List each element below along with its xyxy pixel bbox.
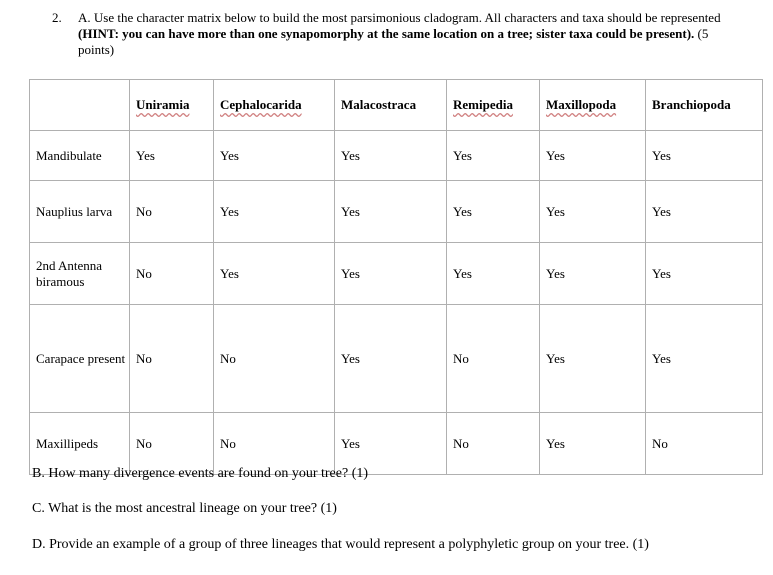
table-row: [30, 181, 763, 243]
question-c: C. What is the most ancestral lineage on your tree? (1): [32, 501, 337, 516]
matrix-cell: Yes: [540, 181, 646, 243]
taxon-header: Cephalocarida: [214, 80, 335, 131]
matrix-cell: No: [214, 305, 335, 413]
character-label: Nauplius larva: [30, 181, 130, 243]
matrix-cell: Yes: [447, 181, 540, 243]
table-row: [30, 243, 763, 305]
matrix-cell: Yes: [646, 181, 763, 243]
matrix-cell: Yes: [214, 131, 335, 181]
matrix-cell: Yes: [447, 243, 540, 305]
table-row: [30, 131, 763, 181]
matrix-cell: Yes: [335, 181, 447, 243]
part-a-intro: A. Use the character matrix below to build the most parsimonious cladogram. All characters and taxa should be represented: [78, 10, 721, 25]
matrix-cell: No: [214, 413, 335, 475]
character-label: Carapace present: [30, 305, 130, 413]
matrix-cell: No: [130, 413, 214, 475]
matrix-cell: Yes: [335, 243, 447, 305]
question-d: D. Provide an example of a group of three lineages that would represent a polyphyletic group on your tree. (1): [32, 537, 649, 552]
matrix-cell: Yes: [646, 131, 763, 181]
taxon-header: Uniramia: [130, 80, 214, 131]
part-a-points: (5 points): [78, 26, 709, 57]
matrix-cell: No: [130, 305, 214, 413]
character-label: 2nd Antenna biramous: [30, 243, 130, 305]
question-number: 2.: [52, 10, 62, 25]
taxon-header: Remipedia: [447, 80, 540, 131]
matrix-cell: Yes: [646, 243, 763, 305]
table-header-row: [30, 80, 763, 131]
question-b: B. How many divergence events are found on your tree? (1): [32, 466, 369, 481]
taxon-header: Maxillopoda: [540, 80, 646, 131]
part-a-hint: (HINT: you can have more than one synapomorphy at the same location on a tree; sister taxa could be present).: [78, 26, 695, 41]
matrix-cell: Yes: [646, 305, 763, 413]
matrix-cell: Yes: [214, 243, 335, 305]
matrix-cell: Yes: [130, 131, 214, 181]
matrix-cell: No: [447, 305, 540, 413]
matrix-cell: Yes: [540, 243, 646, 305]
matrix-cell: No: [130, 243, 214, 305]
character-label: Maxillipeds: [30, 413, 130, 475]
taxon-header: Branchiopoda: [646, 80, 763, 131]
matrix-cell: Yes: [335, 305, 447, 413]
matrix-cell: No: [130, 181, 214, 243]
matrix-cell: Yes: [214, 181, 335, 243]
matrix-cell: No: [447, 413, 540, 475]
matrix-cell: Yes: [335, 131, 447, 181]
matrix-cell: Yes: [447, 131, 540, 181]
matrix-cell: Yes: [540, 413, 646, 475]
matrix-cell: Yes: [540, 305, 646, 413]
matrix-cell: No: [646, 413, 763, 475]
matrix-cell: Yes: [335, 413, 447, 475]
character-label: Mandibulate: [30, 131, 130, 181]
table-row: [30, 305, 763, 413]
character-matrix-table: [29, 79, 763, 475]
matrix-cell: Yes: [540, 131, 646, 181]
question-text: [78, 10, 743, 58]
header-corner-cell: [30, 80, 130, 131]
taxon-header: Malacostraca: [335, 80, 447, 131]
